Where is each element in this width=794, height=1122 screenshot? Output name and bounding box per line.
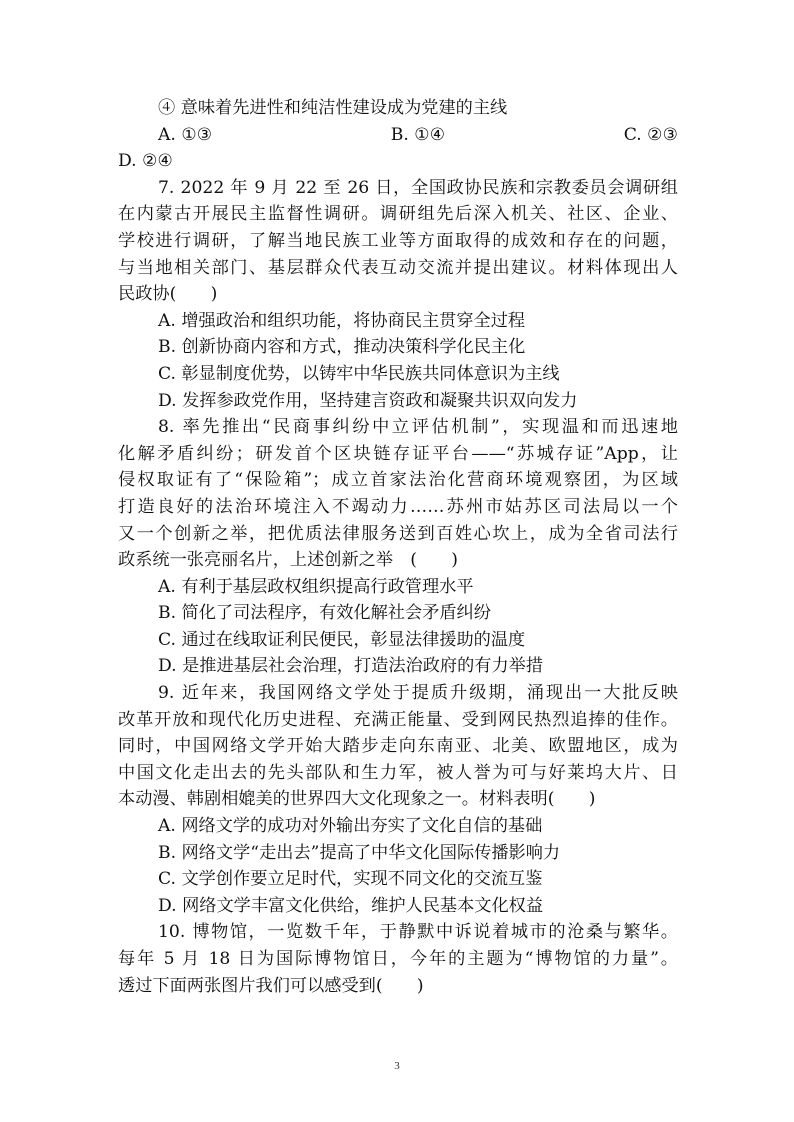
option-c: C. ②③ — [623, 124, 678, 145]
option-a: A. ①③ — [158, 124, 213, 145]
option-d: D. ②④ — [118, 151, 173, 172]
q8-stem-line: 打造良好的法治环境注入不竭动力……苏州市姑苏区司法局以一个 — [118, 496, 678, 517]
q7-option-d: D. 发挥参政党作用，坚持建言资政和凝聚共识双向发力 — [158, 390, 578, 411]
q8-stem-line: 又一个创新之举，把优质法律服务送到百姓心坎上，成为全省司法行 — [118, 523, 678, 544]
q8-option-b: B. 简化了司法程序，有效化解社会矛盾纠纷 — [158, 603, 491, 624]
q7-option-c: C. 彰显制度优势，以铸牢中华民族共同体意识为主线 — [158, 363, 560, 384]
q7-stem-line: 民政协( ) — [118, 284, 218, 305]
q8-stem-line: 化解矛盾纠纷；研发首个区块链存证平台——“苏城存证”App，让 — [118, 443, 678, 464]
q9-option-a: A. 网络文学的成功对外输出夯实了文化自信的基础 — [158, 816, 543, 837]
q7-option-b: B. 创新协商内容和方式，推动决策科学化民主化 — [158, 337, 526, 358]
option-b: B. ①④ — [390, 124, 446, 145]
q8-stem-line: 8. 率先推出“民商事纠纷中立评估机制”，实现温和而迅速地 — [158, 417, 678, 438]
q9-option-b: B. 网络文学“走出去”提高了中华文化国际传播影响力 — [158, 842, 561, 863]
prev-question-item-4: ④ 意味着先进性和纯洁性建设成为党建的主线 — [158, 98, 508, 118]
q10-stem-line: 每年 5 月 18 日为国际博物馆日，今年的主题为“博物馆的力量”。 — [118, 949, 678, 969]
page-number: 3 — [394, 1060, 400, 1072]
q7-option-a: A. 增强政治和组织功能，将协商民主贯穿全过程 — [158, 310, 526, 331]
q9-stem-line: 改革开放和现代化历史进程、充满正能量、受到网民热烈追捧的佳作。 — [118, 709, 678, 730]
q9-stem-line: 9. 近年来，我国网络文学处于提质升级期，涌现出一大批反映 — [158, 683, 678, 704]
q9-stem-line: 本动漫、韩剧相媲美的世界四大文化现象之一。材料表明( ) — [118, 789, 596, 810]
q7-stem-line: 与当地相关部门、基层群众代表互动交流并提出建议。材料体现出人 — [118, 257, 678, 278]
q8-option-d: D. 是推进基层社会治理，打造法治政府的有力举措 — [158, 656, 544, 677]
q7-stem-line: 7. 2022 年 9 月 22 至 26 日，全国政协民族和宗教委员会调研组 — [158, 177, 678, 198]
q9-option-c: C. 文学创作要立足时代，实现不同文化的交流互鉴 — [158, 869, 543, 890]
q8-stem-line: 侵权取证有了“保险箱”；成立首家法治化营商环境观察团，为区域 — [118, 470, 678, 491]
q9-stem-line: 中国文化走出去的先头部队和生力军，被人誉为可与好莱坞大片、日 — [118, 762, 678, 783]
q7-stem-line: 在内蒙古开展民主监督性调研。调研组先后深入机关、社区、企业、 — [118, 204, 678, 225]
prev-question-options — [118, 122, 678, 149]
q10-stem-line: 10. 博物馆，一览数千年，于静默中诉说着城市的沧桑与繁华。 — [158, 922, 678, 943]
q8-option-c: C. 通过在线取证利民便民，彰显法律援助的温度 — [158, 629, 526, 650]
q9-stem-line: 同时，中国网络文学开始大踏步走向东南亚、北美、欧盟地区，成为 — [118, 736, 678, 757]
q9-option-d: D. 网络文学丰富文化供给，维护人民基本文化权益 — [158, 895, 544, 916]
q8-option-a: A. 有利于基层政权组织提高行政管理水平 — [158, 576, 474, 597]
q7-stem-line: 学校进行调研，了解当地民族工业等方面取得的成效和存在的问题， — [118, 230, 678, 251]
q8-stem-line: 政系统一张亮丽名片，上述创新之举 ( ) — [118, 550, 458, 571]
page-content — [118, 95, 678, 999]
q10-stem-line: 透过下面两张图片我们可以感受到( ) — [118, 975, 424, 996]
